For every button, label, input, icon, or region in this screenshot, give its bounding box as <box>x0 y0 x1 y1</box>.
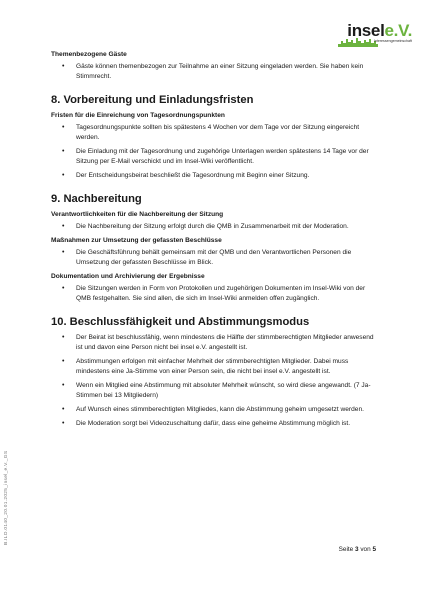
list-item: • Abstimmungen erfolgen mit einfacher Mehrheit der stimmberechtigten Mitglieder. Dabei muss mindestens eine Ja-Stimme von einer Person sein, die nicht bei insel e.V. angestellt ist. <box>51 357 381 377</box>
logo-wordmark: insele.V. <box>347 21 412 40</box>
section-heading: 9. Nachbereitung <box>51 193 142 205</box>
bullet-list <box>51 62 381 82</box>
list-item: • Die Geschäftsführung behält gemeinsam mit der QMB und den Verantwortlichen Personen die Umsetzung der gefassten Beschlüsse im Blick. <box>51 248 381 268</box>
list-item: • Die Moderation sorgt bei Videozuschaltung dafür, dass eine geheime Abstimmung möglich ist. <box>51 419 381 429</box>
section-heading: 8. Vorbereitung und Einladungsfristen <box>51 94 254 106</box>
bullet-list <box>51 333 381 429</box>
list-item: • Die Sitzungen werden in Form von Protokollen und zugehörigen Dokumenten im Insel-Wiki von der QMB festgehalten. Sie sind allen, die sich im Insel-Wiki anmelden offen zugänglich. <box>51 284 381 304</box>
bullet-list <box>51 222 381 232</box>
section-heading: 10. Beschlussfähigkeit und Abstimmungsmodus <box>51 316 310 328</box>
bullet-list <box>51 248 381 268</box>
bullet-list <box>51 284 381 304</box>
list-item: • Wenn ein Mitglied eine Abstimmung mit absoluter Mehrheit wünscht, so wird diese angewandt. (7 Ja-Stimmen bei 13 Mitgliedern) <box>51 381 381 401</box>
document-code: B.ILO.0140_20.01.2025_insel_e.V._GS <box>4 450 9 545</box>
list-item: • Die Einladung mit der Tagesordnung und zugehörige Unterlagen werden spätestens 14 Tage vor der Sitzung per E-Mail verschickt und im Insel-Wiki veröffentlicht. <box>51 147 381 167</box>
list-item: • Tagesordnungspunkte sollten bis spätestens 4 Wochen vor dem Tage vor der Sitzung eingereicht werden. <box>51 123 381 143</box>
subsection-heading: Maßnahmen zur Umsetzung der gefassten Beschlüsse <box>51 237 222 244</box>
subsection-heading: Themenbezogene Gäste <box>51 51 127 58</box>
list-item: • Die Nachbereitung der Sitzung erfolgt durch die QMB in Zusammenarbeit mit der Moderation. <box>51 222 381 232</box>
subsection-heading: Verantwortlichkeiten für die Nachbereitung der Sitzung <box>51 211 224 218</box>
list-item: • Der Entscheidungsbeirat beschließt die Tagesordnung mit Beginn einer Sitzung. <box>51 171 381 181</box>
list-item: • Der Beirat ist beschlussfähig, wenn mindestens die Hälfte der stimmberechtigten Mitglieder anwesend ist und davon eine Person nicht bei insel e.V. angestellt ist. <box>51 333 381 353</box>
document-body <box>51 50 381 433</box>
list-item: • Gäste können themenbezogen zur Teilnahme an einer Sitzung eingeladen werden. Sie haben kein Stimmrecht. <box>51 62 381 82</box>
subsection-heading: Fristen für die Einreichung von Tagesordnungspunkten <box>51 112 225 119</box>
bullet-list <box>51 123 381 181</box>
logo-subline: Interessengemeinschaft <box>373 39 412 43</box>
page-number: Seite 3 von 5 <box>338 546 376 553</box>
subsection-heading: Dokumentation und Archivierung der Ergebnisse <box>51 273 205 280</box>
list-item: • Auf Wunsch eines stimmberechtigten Mitgliedes, kann die Abstimmung geheim umgesetzt werden. <box>51 405 381 415</box>
insel-logo <box>338 22 412 48</box>
